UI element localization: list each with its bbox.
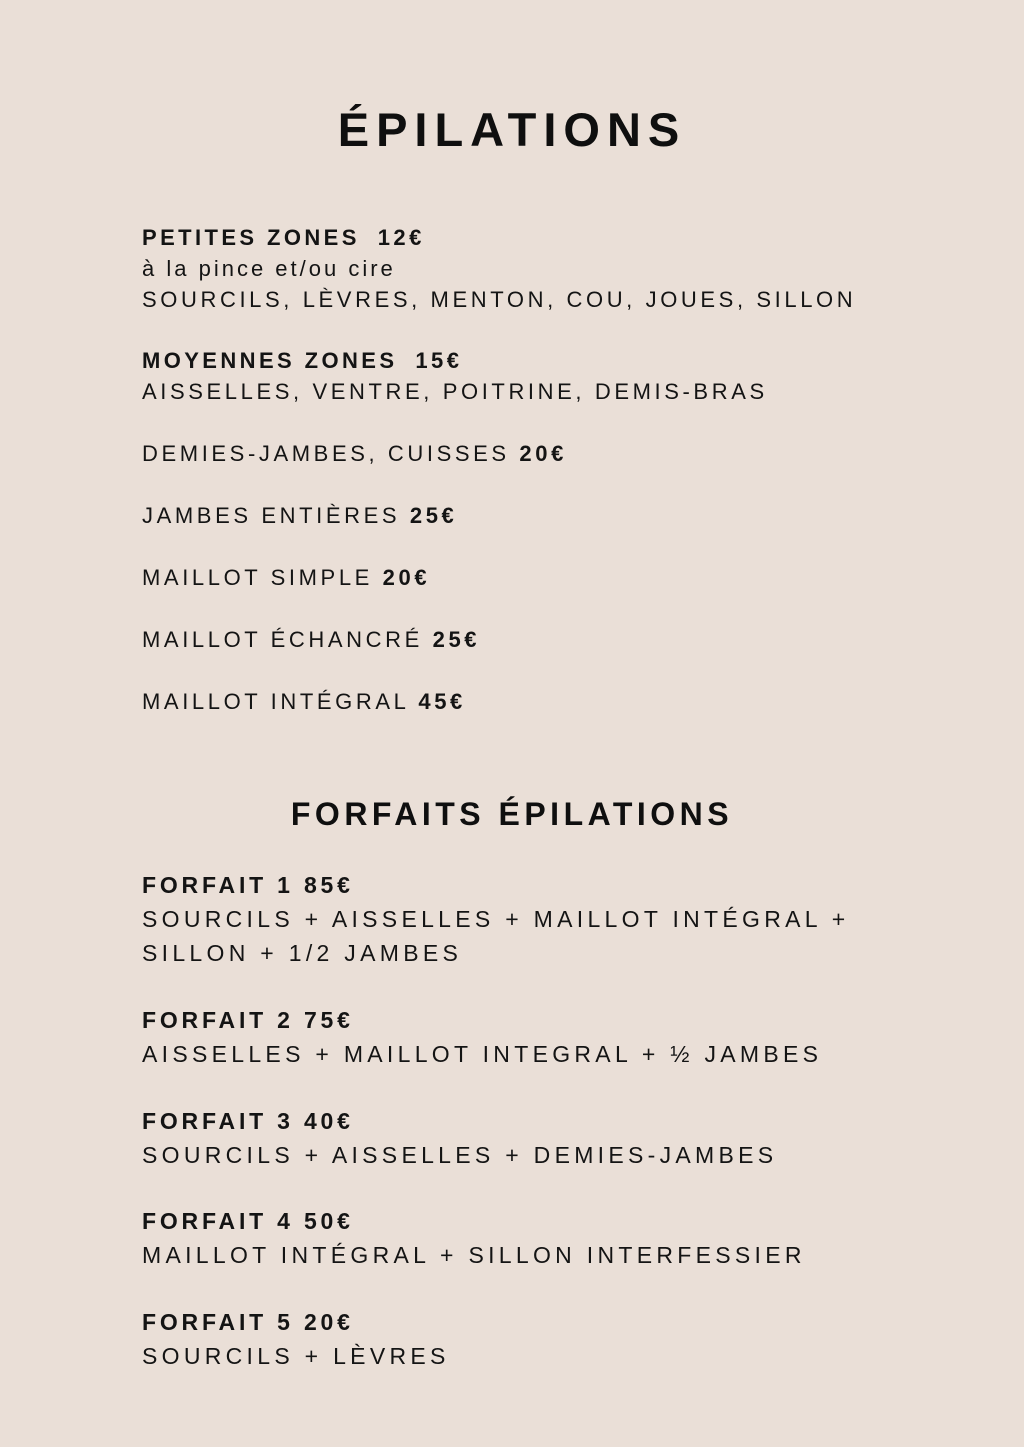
forfait-block (142, 1306, 942, 1373)
forfait-label: FORFAIT 5 (142, 1309, 294, 1335)
moyennes-zones-price: 15€ (415, 348, 463, 373)
forfait-label: FORFAIT 4 (142, 1208, 294, 1234)
forfait-price: 20€ (303, 1309, 354, 1335)
petites-zones-section (142, 222, 942, 315)
petites-zones-list: SOURCILS, LÈVRES, MENTON, COU, JOUES, SILLON (142, 287, 857, 312)
moyennes-zones-section (142, 345, 942, 407)
petites-zones-price: 12€ (377, 225, 425, 250)
single-item-row (142, 686, 942, 717)
page-title: ÉPILATIONS (337, 103, 687, 156)
forfaits-title: FORFAITS ÉPILATIONS (290, 796, 734, 832)
forfait-price: 85€ (303, 872, 354, 898)
item-label: MAILLOT SIMPLE (142, 565, 373, 590)
forfait-price: 40€ (303, 1108, 354, 1134)
item-label: JAMBES ENTIÈRES (142, 503, 401, 528)
single-item-row (142, 500, 942, 531)
forfait-block (142, 1205, 942, 1272)
petites-zones-label: PETITES ZONES (142, 225, 360, 250)
item-price: 25€ (432, 627, 481, 652)
petites-zones-method: à la pince et/ou cire (142, 256, 396, 281)
forfait-description: AISSELLES + MAILLOT INTEGRAL + ½ JAMBES (142, 1041, 823, 1067)
forfait-description: SOURCILS + LÈVRES (142, 1343, 450, 1369)
petites-zones-heading (142, 222, 942, 253)
item-price: 25€ (409, 503, 458, 528)
forfait-block (142, 1105, 942, 1172)
forfait-block (142, 1004, 942, 1071)
forfait-price: 50€ (303, 1208, 354, 1234)
forfait-label: FORFAIT 3 (142, 1108, 294, 1134)
moyennes-zones-list: AISSELLES, VENTRE, POITRINE, DEMIS-BRAS (142, 379, 768, 404)
item-price: 45€ (418, 689, 466, 714)
forfait-block (142, 869, 942, 970)
moyennes-zones-heading (142, 345, 942, 376)
item-label: DEMIES-JAMBES, CUISSES (142, 441, 510, 466)
item-label: MAILLOT ÉCHANCRÉ (142, 627, 423, 652)
forfait-description: SILLON + 1/2 JAMBES (142, 940, 463, 966)
item-price: 20€ (382, 565, 431, 590)
single-item-row (142, 562, 942, 593)
forfait-price: 75€ (303, 1007, 354, 1033)
item-label: MAILLOT INTÉGRAL (142, 689, 409, 714)
forfait-label: FORFAIT 2 (142, 1007, 294, 1033)
single-item-row (142, 624, 942, 655)
forfait-description: MAILLOT INTÉGRAL + SILLON INTERFESSIER (142, 1242, 806, 1268)
forfait-description: SOURCILS + AISSELLES + MAILLOT INTÉGRAL + (142, 906, 850, 932)
single-item-row (142, 438, 942, 469)
forfait-label: FORFAIT 1 (142, 872, 294, 898)
forfait-description: SOURCILS + AISSELLES + DEMIES-JAMBES (142, 1142, 778, 1168)
item-price: 20€ (519, 441, 567, 466)
moyennes-zones-label: MOYENNES ZONES (142, 348, 398, 373)
